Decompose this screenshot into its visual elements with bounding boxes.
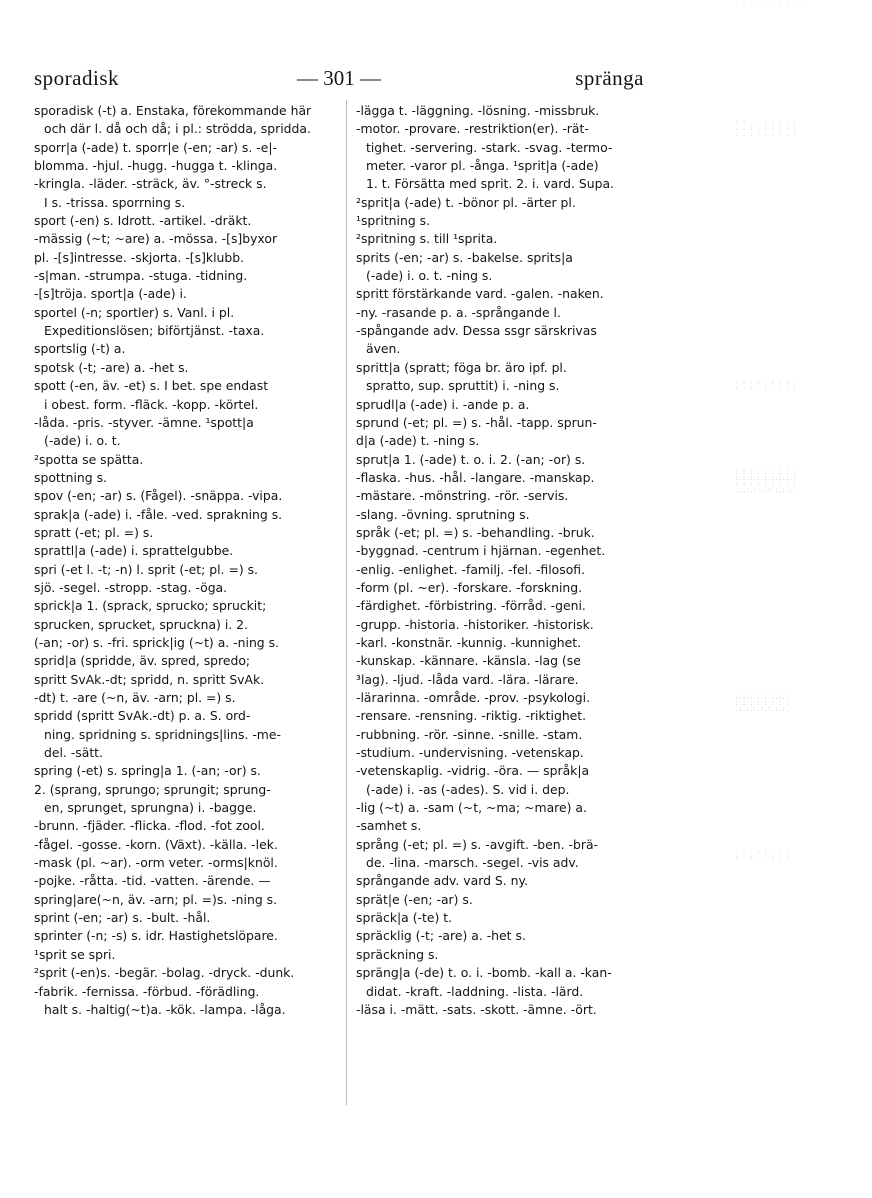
right-column-line: ²spritning s. till ¹sprita.	[356, 231, 498, 247]
right-column-line: spräng|a (-de) t. o. i. -bomb. -kall a. -kan-	[356, 965, 612, 981]
left-column-line: sprak|a (-ade) i. -fåle. -ved. sprakning s.	[34, 506, 283, 522]
left-column-line: -pojke. -råtta. -tid. -vatten. -ärende. —	[34, 873, 271, 889]
right-column-line: sprut|a 1. (-ade) t. o. i. 2. (-an; -or) s.	[356, 451, 586, 467]
scan-edge-noise: . : . : . : . : . : . : . : . : . :	[735, 380, 797, 392]
right-column-line: -rensare. -rensning. -riktig. -riktighet.	[356, 708, 587, 724]
left-column-line: spotsk (-t; -are) a. -het s.	[34, 359, 189, 375]
left-column-line: -brunn. -fjäder. -flicka. -flod. -fot zool.	[34, 818, 265, 834]
right-column-line: sprudl|a (-ade) i. -ande p. a.	[356, 396, 530, 412]
left-column-line: och där l. då och då; i pl.: strödda, spridda.	[44, 121, 311, 137]
left-column-line: sprinter (-n; -s) s. idr. Hastighetslöpare.	[34, 928, 278, 944]
left-column-line: spridd (spritt SvAk.-dt) p. a. S. ord-	[34, 708, 251, 724]
left-column-line: sport (-en) s. Idrott. -artikel. -dräkt.	[34, 213, 252, 229]
right-column-line: -ny. -rasande p. a. -språngande l.	[356, 304, 561, 320]
right-column-line: språk (-et; pl. =) s. -behandling. -bruk.	[356, 524, 595, 540]
left-column-line: -kringla. -läder. -sträck, äv. °-streck s.	[34, 176, 267, 192]
right-column-line: -lägga t. -läggning. -lösning. -missbruk.	[356, 103, 600, 118]
right-column-line: -kunskap. -kännare. -känsla. -lag (se	[356, 653, 581, 669]
left-column-line: -dt) t. -are (~n, äv. -arn; pl. =) s.	[34, 690, 236, 705]
left-column-line: 2. (sprang, sprungo; sprungit; sprung-	[34, 781, 271, 797]
left-column-line: sprattl|a (-ade) i. sprattelgubbe.	[34, 543, 234, 559]
left-column-line: blomma. -hjul. -hugg. -hugga t. -klinga.	[34, 158, 278, 174]
left-column-line: spring|are(~n, äv. -arn; pl. =)s. -ning s.	[34, 891, 278, 907]
right-column-line: didat. -kraft. -laddning. -lista. -lärd.	[366, 983, 584, 999]
left-column-line: spritt SvAk.-dt; spridd, n. spritt SvAk.	[34, 671, 265, 687]
left-column-line: ²sprit (-en)s. -begär. -bolag. -dryck. -dunk.	[34, 965, 295, 981]
right-column-line: -slang. -övning. sprutning s.	[356, 506, 530, 522]
right-column-line: -rubbning. -rör. -sinne. -snille. -stam.	[356, 726, 583, 742]
left-column-line: ¹sprit se spri.	[34, 946, 116, 962]
right-column-line: sprund (-et; pl. =) s. -hål. -tapp. sprun-	[356, 414, 597, 430]
left-column-line: sportel (-n; sportler) s. Vanl. i pl.	[34, 304, 235, 320]
right-column-line: språngande adv. vard S. ny.	[356, 873, 529, 889]
left-column	[34, 102, 332, 1019]
left-column-line: pl. -[s]intresse. -skjorta. -[s]klubb.	[34, 249, 245, 265]
left-column-line: spottning s.	[34, 469, 107, 485]
right-column-line: -spångande adv. Dessa ssgr särskrivas	[356, 323, 597, 339]
right-column-line: sprät|e (-en; -ar) s.	[356, 891, 473, 907]
left-column-line: (-an; -or) s. -fri. sprick|ig (~t) a. -ning s.	[34, 634, 279, 650]
right-column-line: även.	[366, 341, 401, 357]
left-column-line: sporr|a (-ade) t. sporr|e (-en; -ar) s. -e|-	[34, 139, 277, 155]
right-column-line: -byggnad. -centrum i hjärnan. -egenhet.	[356, 543, 606, 559]
left-column-line: halt s. -haltig(~t)a. -kök. -lampa. -låga.	[44, 1001, 286, 1017]
right-column-line: de. -lina. -marsch. -segel. -vis adv.	[366, 855, 579, 871]
left-column-line: sporadisk (-t) a. Enstaka, förekommande här	[34, 103, 312, 118]
right-column-line: spritt|a (spratt; föga br. äro ipf. pl.	[356, 359, 567, 375]
scan-edge-noise: : : . . : . : . : . . : . . : : . . : . : : . . : . :	[735, 120, 797, 138]
right-column-line: meter. -varor pl. -ånga. ¹sprit|a (-ade)	[366, 158, 599, 174]
left-column-line: -mässig (~t; ~are) a. -mössa. -[s]byxor	[34, 231, 278, 247]
left-column-line: en, sprunget, sprungna) i. -bagge.	[44, 800, 257, 816]
right-column-line: -samhet s.	[356, 818, 422, 834]
right-column-line: -motor. -provare. -restriktion(er). -rät-	[356, 121, 589, 137]
column-divider	[346, 100, 347, 1105]
page-header	[34, 66, 644, 92]
left-column-line: spott (-en, äv. -et) s. I bet. spe endast	[34, 378, 269, 394]
page-number: — 301 —	[297, 66, 381, 90]
right-column-line: spräcklig (-t; -are) a. -het s.	[356, 928, 526, 944]
right-column-line: -mästare. -mönstring. -rör. -servis.	[356, 488, 569, 504]
left-column-line: del. -sätt.	[44, 745, 103, 761]
right-column-line: -enlig. -enlighet. -familj. -fel. -filosofi.	[356, 561, 586, 577]
left-column-line: -[s]tröja. sport|a (-ade) i.	[34, 286, 187, 302]
right-column-line: sprits (-en; -ar) s. -bakelse. sprits|a	[356, 249, 573, 265]
right-column-line: (-ade) i. -as (-ades). S. vid i. dep.	[366, 781, 570, 797]
right-column-line: -läsa i. -mätt. -sats. -skott. -ämne. -ört.	[356, 1001, 597, 1017]
right-column-line: -karl. -konstnär. -kunnig. -kunnighet.	[356, 634, 582, 650]
right-column-line: ¹spritning s.	[356, 213, 431, 229]
right-column-line: språng (-et; pl. =) s. -avgift. -ben. -brä-	[356, 836, 599, 852]
left-column-line: -låda. -pris. -styver. -ämne. ¹spott|a	[34, 414, 254, 430]
right-column-line: -färdighet. -förbistring. -förråd. -geni.	[356, 598, 586, 614]
right-column-line: spräckning s.	[356, 946, 439, 962]
left-column-line: spri (-et l. -t; -n) l. sprit (-et; pl. =) s.	[34, 561, 258, 577]
right-column-line: -flaska. -hus. -hål. -langare. -manskap.	[356, 469, 595, 485]
right-column-line: -vetenskaplig. -vidrig. -öra. — språk|a	[356, 763, 590, 779]
left-column-line: ²spotta se spätta.	[34, 451, 144, 467]
header-right-guide-word: spränga	[575, 66, 644, 90]
scan-edge-noise: : : : : : : : : : :.:.:.:.:.:.:.:.: : : : : : : : : : .:.:.:.:.:.:.:.:.	[735, 470, 797, 494]
right-column-line: ²sprit|a (-ade) t. -bönor pl. -ärter pl.	[356, 194, 576, 210]
left-column-line: sjö. -segel. -stropp. -stag. -öga.	[34, 579, 228, 595]
right-column-line: -lig (~t) a. -sam (~t, ~ma; ~mare) a.	[356, 800, 587, 816]
right-column-line: 1. t. Försätta med sprit. 2. i. vard. Supa.	[366, 176, 614, 192]
right-column-line: tighet. -servering. -stark. -svag. -termo-	[366, 139, 613, 155]
left-column-line: -fabrik. -fernissa. -förbud. -förädling.	[34, 983, 260, 999]
left-column-line: sprick|a 1. (sprack, sprucko; spruckit;	[34, 598, 267, 614]
right-column-line: ³lag). -ljud. -låda vard. -lära. -lärare.	[356, 671, 579, 687]
right-column-line: spritt förstärkande vard. -galen. -naken.	[356, 286, 604, 302]
left-column-line: Expeditionslösen; biförtjänst. -taxa.	[44, 323, 265, 339]
right-column-line: -lärarinna. -område. -prov. -psykologi.	[356, 690, 591, 705]
left-column-line: i obest. form. -fläck. -kopp. -körtel.	[44, 396, 259, 412]
left-column-line: sprint (-en; -ar) s. -bult. -hål.	[34, 910, 211, 926]
right-column-line: spratto, sup. spruttit) i. -ning s.	[366, 378, 560, 394]
right-column-line: -grupp. -historia. -historiker. -historisk.	[356, 616, 594, 632]
left-column-line: ning. spridning s. spridnings|lins. -me-	[44, 726, 281, 742]
left-column-line: I s. -trissa. sporrning s.	[44, 194, 186, 210]
left-column-line: sprucken, sprucket, spruckna) i. 2.	[34, 616, 248, 632]
right-column-line: spräck|a (-te) t.	[356, 910, 453, 926]
left-column-line: spov (-en; -ar) s. (Fågel). -snäppa. -vipa.	[34, 488, 283, 504]
left-column-line: spring (-et) s. spring|a 1. (-an; -or) s.	[34, 763, 261, 779]
left-column-line: -s|man. -strumpa. -stuga. -tidning.	[34, 268, 248, 284]
left-column-line: -mask (pl. ~ar). -orm veter. -orms|knöl.	[34, 855, 278, 871]
right-column-line: (-ade) i. o. t. -ning s.	[366, 268, 493, 284]
scan-edge-noise: . : . : : . : . : . : . . : . :	[735, 850, 790, 862]
right-column	[356, 102, 648, 1019]
left-column-line: sportslig (-t) a.	[34, 341, 126, 357]
left-column-line: -fågel. -gosse. -korn. (Växt). -källa. -lek.	[34, 836, 278, 852]
scan-edge-noise: :.:.:.:.:.:.:.: : : : : : : : : .:.:.:.:.:.:.:.	[735, 695, 790, 713]
header-left-guide-word: sporadisk	[34, 66, 119, 90]
left-column-line: (-ade) i. o. t.	[44, 433, 121, 449]
scan-edge-noise-top: . : . . . . . . . .	[735, 0, 804, 6]
right-column-line: -form (pl. ~er). -forskare. -forskning.	[356, 579, 583, 595]
right-column-line: d|a (-ade) t. -ning s.	[356, 433, 480, 449]
right-column-line: -studium. -undervisning. -vetenskap.	[356, 745, 584, 761]
left-column-line: spratt (-et; pl. =) s.	[34, 524, 154, 540]
left-column-line: sprid|a (spridde, äv. spred, spredo;	[34, 653, 251, 669]
